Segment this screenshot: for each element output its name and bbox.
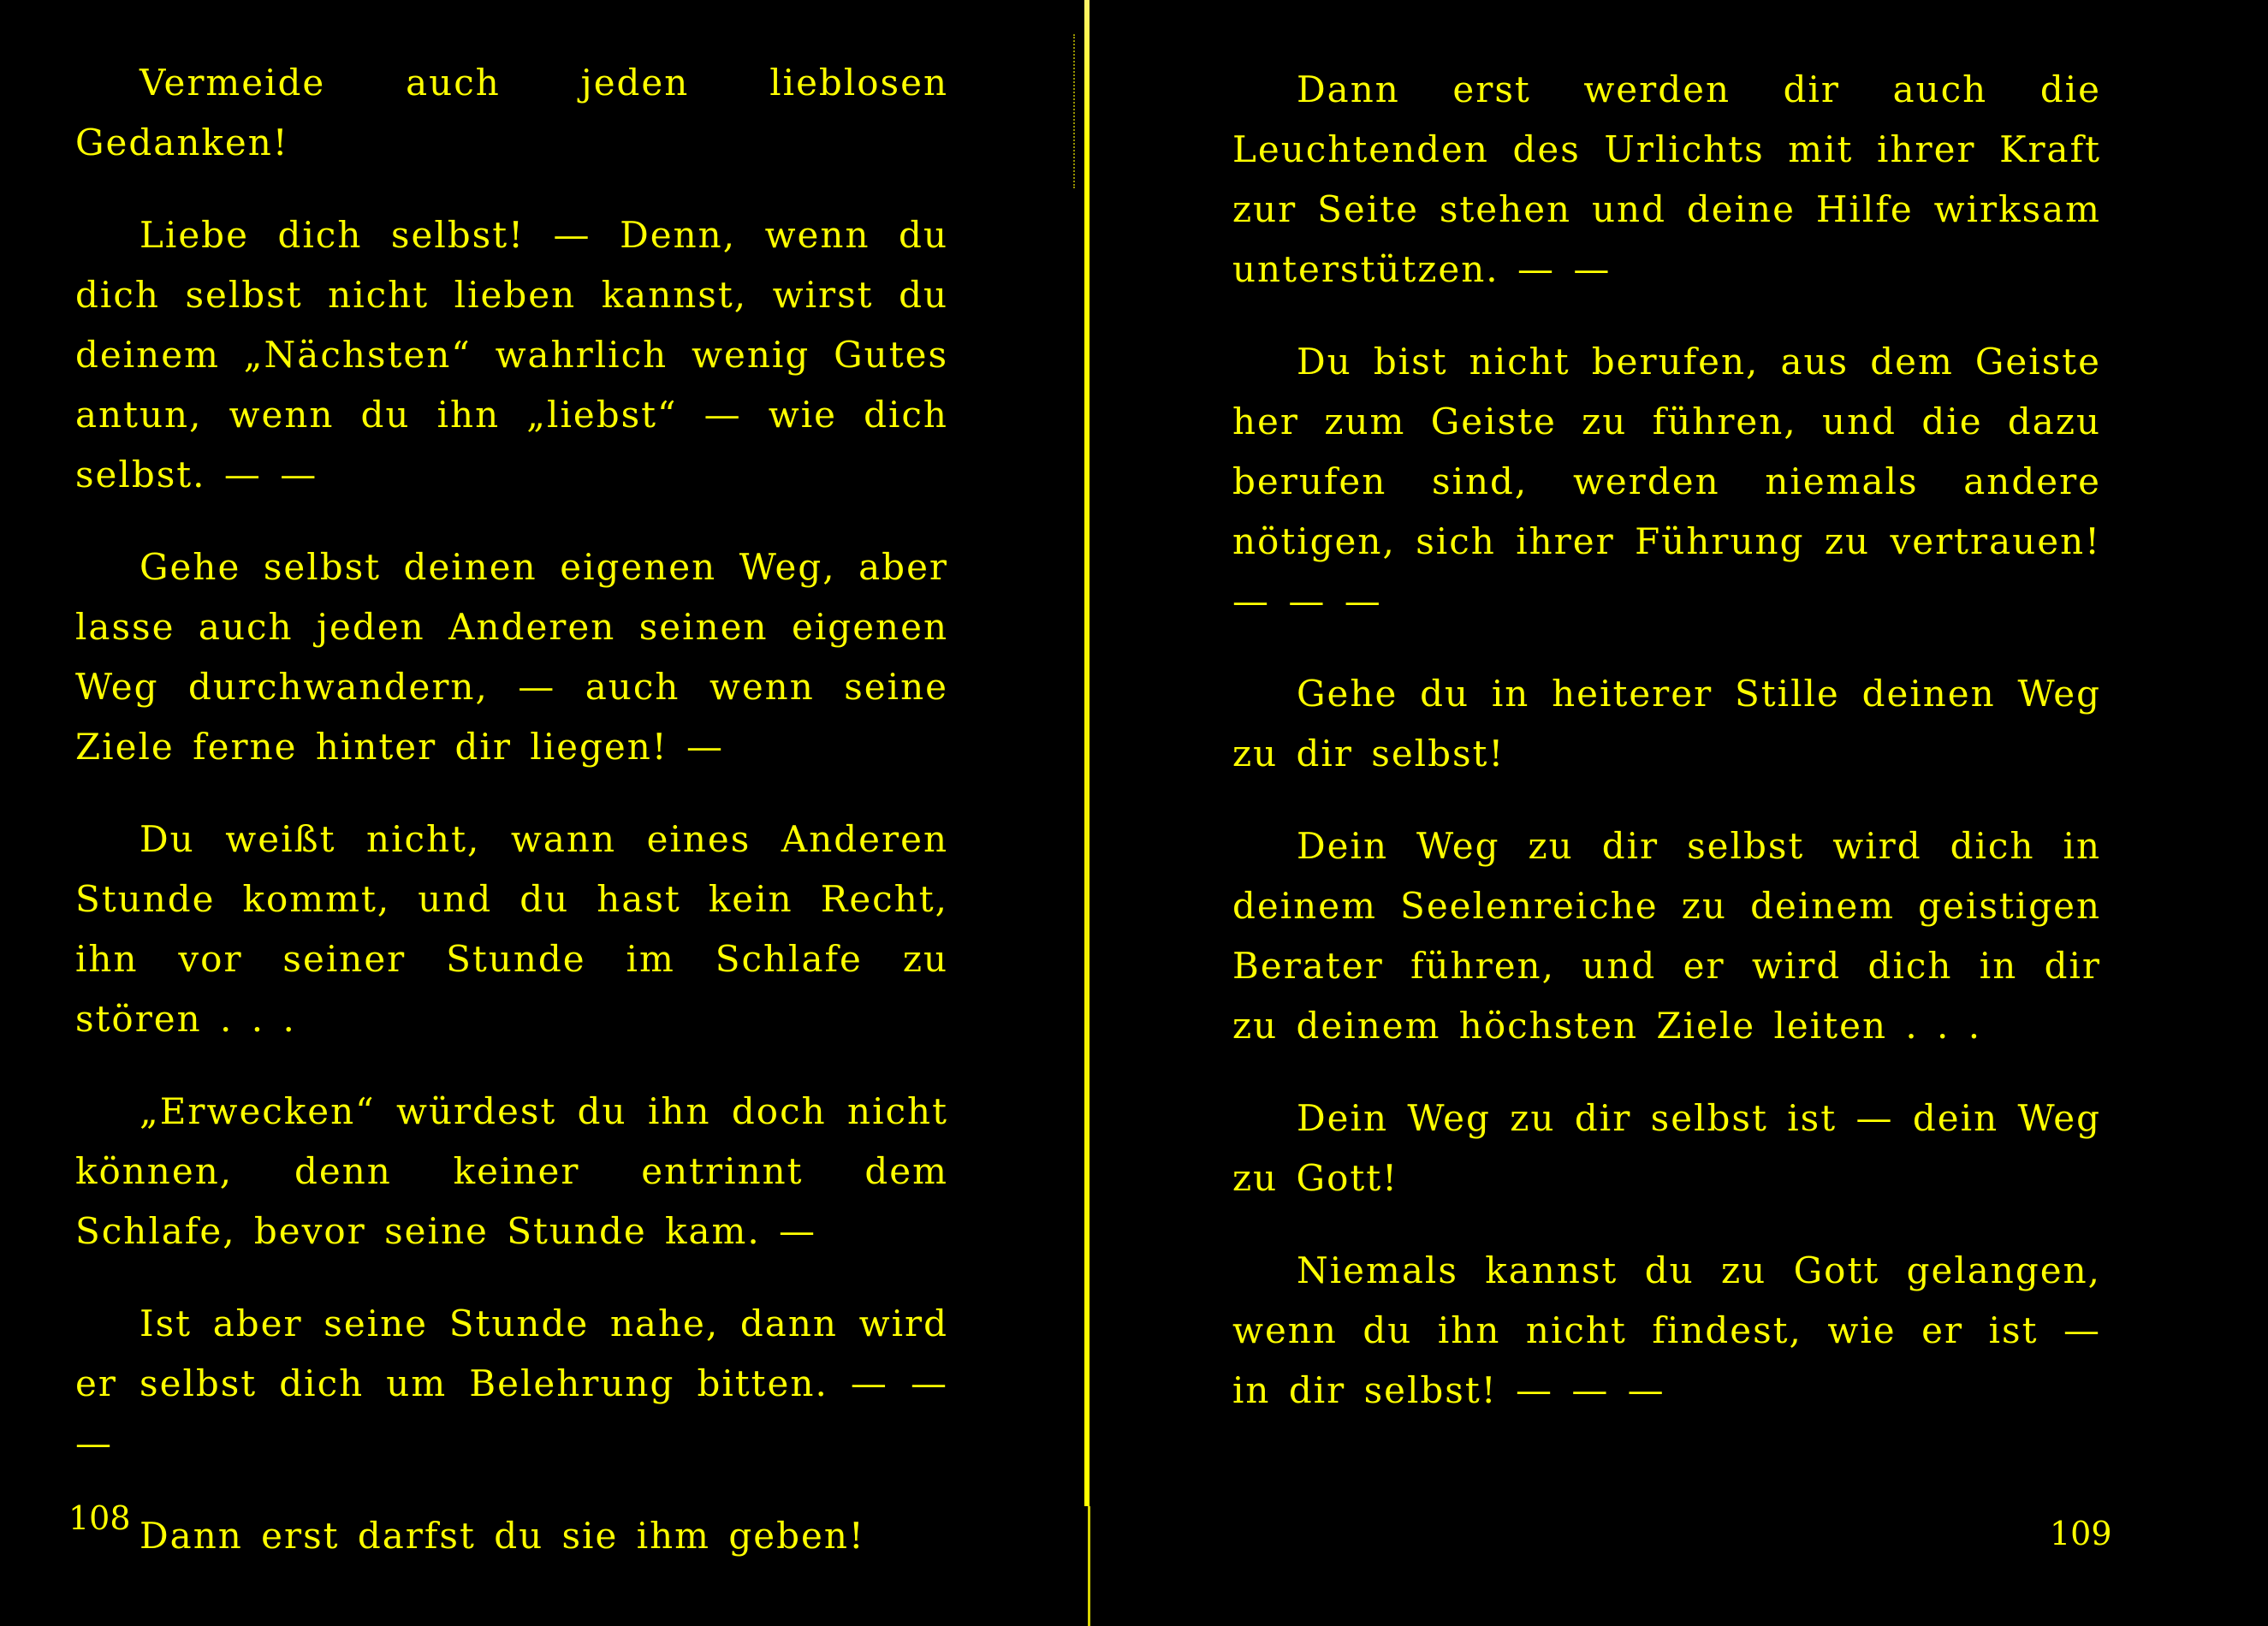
left-paragraph-5: „Erwecken“ würdest du ihn doch nicht können, denn keiner entrinnt dem Schlafe, bevor seine Stunde kam. — — [75, 1090, 948, 1252]
left-paragraph-3: Gehe selbst deinen eigenen Weg, aber lasse auch jeden Anderen seinen eigenen Weg durchwandern, — auch wenn seine Ziele ferne hinter dir liegen! — — [75, 546, 948, 768]
left-paragraph-2: Liebe dich selbst! — Denn, wenn du dich selbst nicht lieben kannst, wirst du deinem „Nächsten“ wahrlich wenig Gutes antun, wenn du ihn „liebst“ — wie dich selbst. — — — [75, 214, 948, 496]
right-paragraph-5: Dein Weg zu dir selbst ist — dein Weg zu Gott! — [1232, 1097, 2101, 1199]
right-paragraph-2: Du bist nicht berufen, aus dem Geiste her zum Geiste zu führen, und die dazu berufen sind, werden niemals andere nötigen, sich ihrer Führung zu vertrauen! — — — — [1232, 341, 2101, 622]
right-paragraph-3: Gehe du in heiterer Stille deinen Weg zu dir selbst! — [1232, 673, 2101, 774]
right-page-number: 109 — [2050, 1515, 2112, 1552]
left-paragraph-7: Dann erst darfst du sie ihm geben! — [140, 1515, 865, 1557]
left-paragraph-6: Ist aber seine Stunde nahe, dann wird er selbst dich um Belehrung bitten. — — — — [75, 1303, 948, 1464]
left-page — [0, 0, 1080, 1626]
left-page-number: 108 — [68, 1499, 131, 1537]
right-paragraph-6: Niemals kannst du zu Gott gelangen, wenn du ihn nicht findest, wie er ist — in dir selbst! — — — — [1232, 1249, 2101, 1411]
left-page-text — [75, 53, 948, 1599]
left-paragraph-1: Vermeide auch jeden lieblosen Gedanken! — [75, 62, 948, 163]
right-page-text — [1232, 60, 2101, 1453]
spine-texture — [1073, 34, 1082, 188]
right-paragraph-4: Dein Weg zu dir selbst wird dich in deinem Seelenreiche zu deinem geistigen Berater führen, und er wird dich in dir zu deinem höchsten Ziele leiten . . . — [1232, 825, 2101, 1047]
book-spine-edge — [1084, 0, 1089, 1506]
right-page — [1095, 0, 2268, 1626]
book-spine-edge-lower — [1088, 1506, 1090, 1626]
left-paragraph-4: Du weißt nicht, wann eines Anderen Stunde kommt, und du hast kein Recht, ihn vor seiner Stunde im Schlafe zu stören . . . — [75, 818, 948, 1040]
right-paragraph-1: Dann erst werden dir auch die Leuchtenden des Urlichts mit ihrer Kraft zur Seite stehen und deine Hilfe wirksam unterstützen. — — — [1232, 68, 2101, 290]
